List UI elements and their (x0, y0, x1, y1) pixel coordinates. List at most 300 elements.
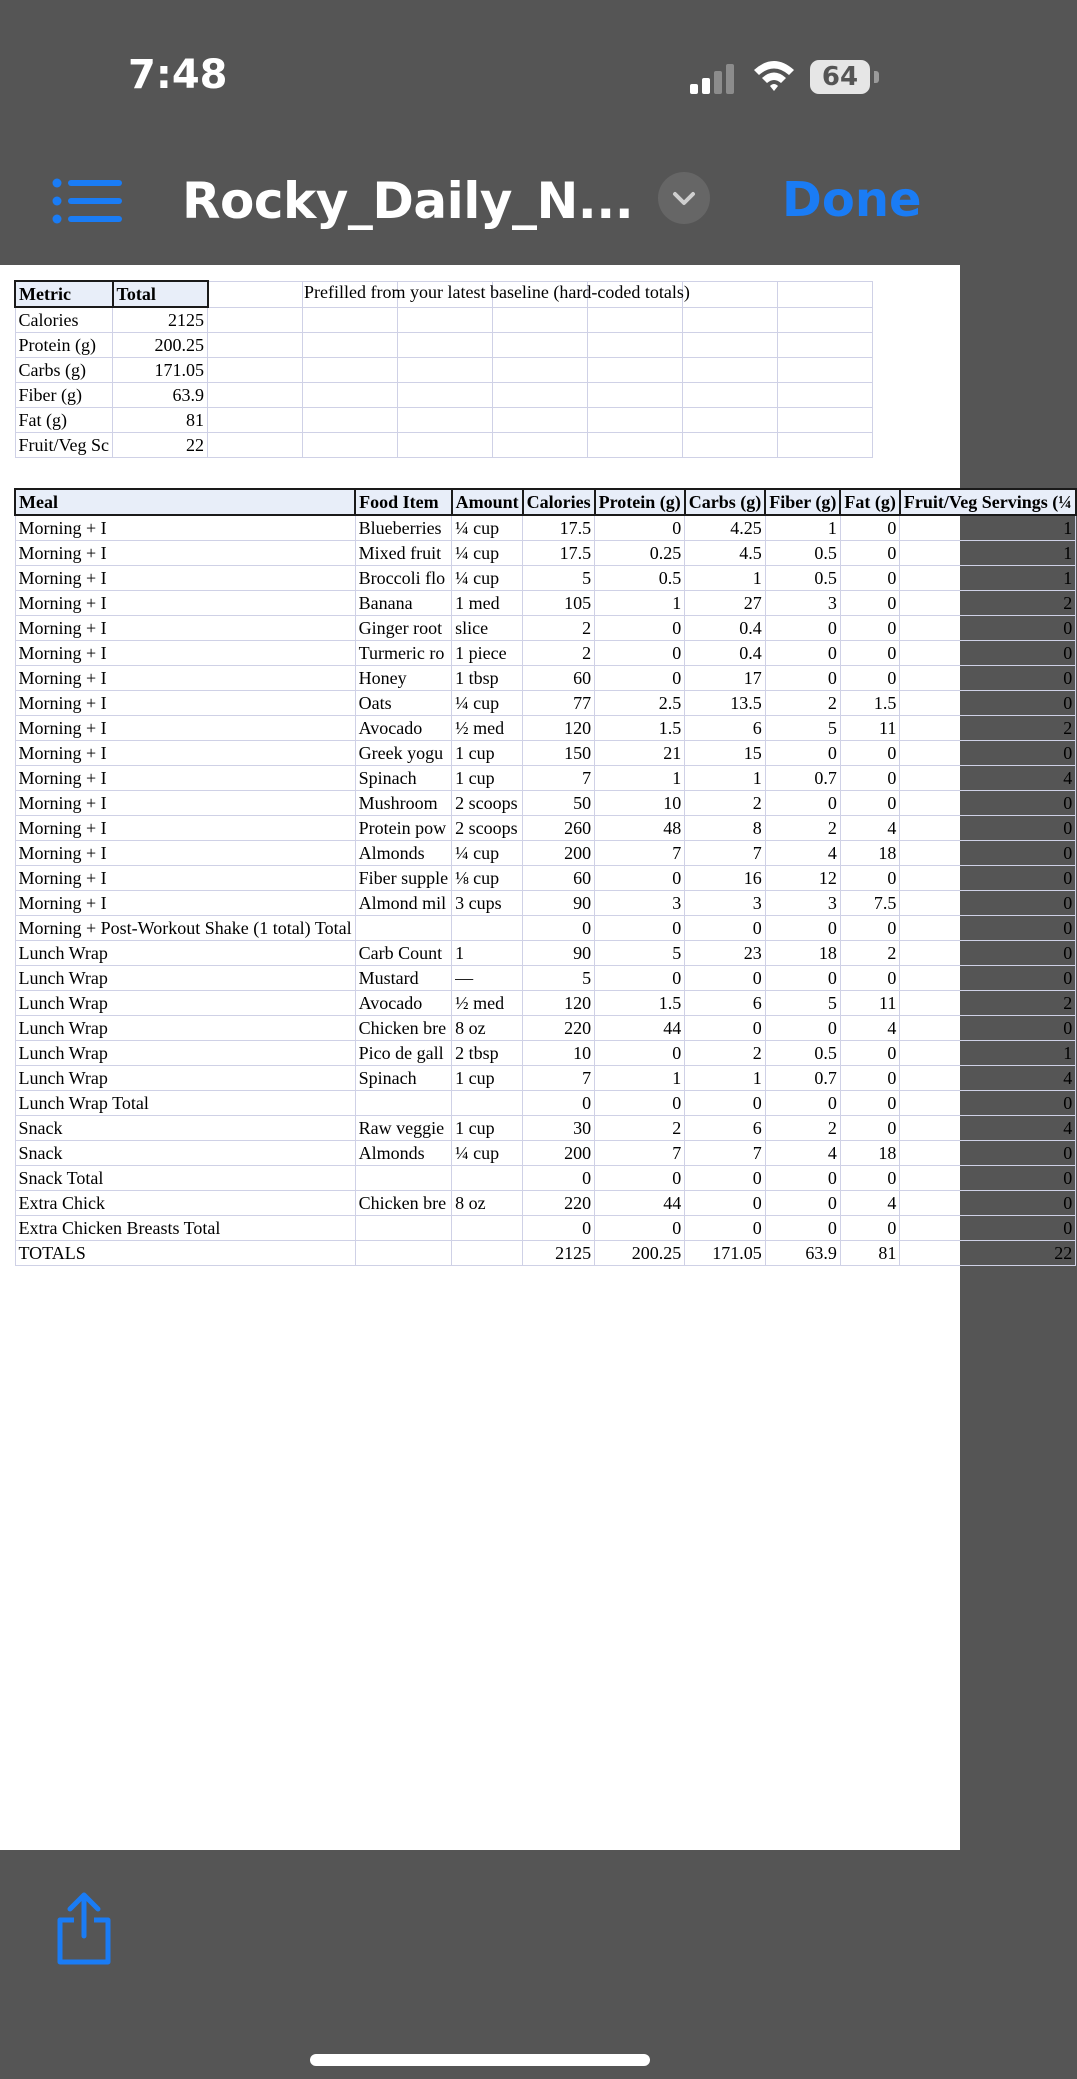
meal-cell[interactable]: Morning + I (15, 616, 355, 641)
meals-header-cell[interactable]: Fat (g) (840, 489, 899, 515)
home-indicator[interactable] (310, 2054, 650, 2066)
amount-cell[interactable]: 2 tbsp (452, 1041, 523, 1066)
metric-cell[interactable]: Fat (g) (15, 408, 113, 433)
protein-cell[interactable]: 0 (595, 1091, 685, 1116)
fiber-cell[interactable]: 0.5 (765, 566, 840, 591)
fruit-veg-cell[interactable]: 0 (900, 891, 1076, 916)
fruit-veg-cell[interactable]: 4 (900, 1066, 1076, 1091)
amount-cell[interactable]: 2 scoops (452, 791, 523, 816)
empty-cell[interactable] (588, 433, 683, 458)
fiber-cell[interactable]: 12 (765, 866, 840, 891)
carbs-cell[interactable]: 4.5 (685, 541, 766, 566)
summary-header-cell[interactable]: Metric (15, 281, 113, 307)
empty-cell[interactable] (778, 358, 873, 383)
amount-cell[interactable]: 1 med (452, 591, 523, 616)
spreadsheet-view[interactable] (0, 265, 1073, 1850)
meals-header-cell[interactable]: Carbs (g) (685, 489, 766, 515)
total-cell[interactable]: 81 (113, 408, 208, 433)
fiber-cell[interactable]: 0 (765, 666, 840, 691)
empty-cell[interactable] (683, 333, 778, 358)
carbs-cell[interactable]: 6 (685, 1116, 766, 1141)
fat-cell[interactable]: 18 (840, 841, 899, 866)
amount-cell[interactable] (452, 1216, 523, 1241)
carbs-cell[interactable]: 6 (685, 991, 766, 1016)
fat-cell[interactable]: 2 (840, 941, 899, 966)
empty-cell[interactable] (493, 433, 588, 458)
protein-cell[interactable]: 0.5 (595, 566, 685, 591)
carbs-cell[interactable]: 13.5 (685, 691, 766, 716)
empty-cell[interactable] (208, 281, 303, 307)
amount-cell[interactable]: 8 oz (452, 1016, 523, 1041)
fat-cell[interactable]: 0 (840, 566, 899, 591)
meals-header-cell[interactable]: Calories (523, 489, 595, 515)
food-item-cell[interactable]: Mustard (355, 966, 452, 991)
amount-cell[interactable]: 2 scoops (452, 816, 523, 841)
protein-cell[interactable]: 0 (595, 616, 685, 641)
fruit-veg-cell[interactable]: 0 (900, 1166, 1076, 1191)
empty-cell[interactable] (303, 383, 398, 408)
amount-cell[interactable] (452, 1166, 523, 1191)
carbs-cell[interactable]: 2 (685, 791, 766, 816)
amount-cell[interactable]: 1 cup (452, 741, 523, 766)
food-item-cell[interactable]: Chicken bre (355, 1016, 452, 1041)
fiber-cell[interactable]: 63.9 (765, 1241, 840, 1266)
calories-cell[interactable]: 60 (523, 866, 595, 891)
food-item-cell[interactable]: Mixed fruit (355, 541, 452, 566)
fiber-cell[interactable]: 0 (765, 641, 840, 666)
food-item-cell[interactable]: Spinach (355, 766, 452, 791)
carbs-cell[interactable]: 0 (685, 1191, 766, 1216)
amount-cell[interactable]: ¼ cup (452, 566, 523, 591)
amount-cell[interactable]: ⅛ cup (452, 866, 523, 891)
calories-cell[interactable]: 17.5 (523, 515, 595, 541)
empty-cell[interactable] (303, 408, 398, 433)
calories-cell[interactable]: 2 (523, 616, 595, 641)
calories-cell[interactable]: 200 (523, 1141, 595, 1166)
empty-cell[interactable] (398, 307, 493, 333)
amount-cell[interactable]: 1 cup (452, 1066, 523, 1091)
meal-cell[interactable]: Snack (15, 1141, 355, 1166)
empty-cell[interactable] (493, 383, 588, 408)
fruit-veg-cell[interactable]: 0 (900, 916, 1076, 941)
fiber-cell[interactable]: 0 (765, 791, 840, 816)
food-item-cell[interactable]: Honey (355, 666, 452, 691)
total-cell[interactable]: 2125 (113, 307, 208, 333)
protein-cell[interactable]: 21 (595, 741, 685, 766)
carbs-cell[interactable]: 17 (685, 666, 766, 691)
food-item-cell[interactable]: Mushroom (355, 791, 452, 816)
meals-header-cell[interactable]: Fruit/Veg Servings (¼ (900, 489, 1076, 515)
empty-cell[interactable] (588, 333, 683, 358)
empty-cell[interactable] (493, 358, 588, 383)
fat-cell[interactable]: 11 (840, 991, 899, 1016)
empty-cell[interactable] (303, 307, 398, 333)
protein-cell[interactable]: 1 (595, 1066, 685, 1091)
protein-cell[interactable]: 3 (595, 891, 685, 916)
protein-cell[interactable]: 0 (595, 641, 685, 666)
empty-cell[interactable] (398, 333, 493, 358)
amount-cell[interactable]: slice (452, 616, 523, 641)
meal-cell[interactable]: TOTALS (15, 1241, 355, 1266)
fat-cell[interactable]: 7.5 (840, 891, 899, 916)
food-item-cell[interactable]: Pico de gall (355, 1041, 452, 1066)
amount-cell[interactable]: ¼ cup (452, 515, 523, 541)
protein-cell[interactable]: 44 (595, 1016, 685, 1041)
empty-cell[interactable] (778, 383, 873, 408)
protein-cell[interactable]: 5 (595, 941, 685, 966)
empty-cell[interactable] (683, 358, 778, 383)
empty-cell[interactable] (683, 408, 778, 433)
protein-cell[interactable]: 10 (595, 791, 685, 816)
fat-cell[interactable]: 81 (840, 1241, 899, 1266)
empty-cell[interactable] (778, 433, 873, 458)
calories-cell[interactable]: 105 (523, 591, 595, 616)
fat-cell[interactable]: 0 (840, 541, 899, 566)
amount-cell[interactable]: ¼ cup (452, 541, 523, 566)
fat-cell[interactable]: 0 (840, 791, 899, 816)
done-button[interactable]: Done (782, 172, 922, 228)
meals-header-cell[interactable]: Amount (452, 489, 523, 515)
carbs-cell[interactable]: 1 (685, 566, 766, 591)
carbs-cell[interactable]: 171.05 (685, 1241, 766, 1266)
fruit-veg-cell[interactable]: 1 (900, 515, 1076, 541)
meal-cell[interactable]: Morning + I (15, 691, 355, 716)
fiber-cell[interactable]: 0 (765, 916, 840, 941)
fiber-cell[interactable]: 2 (765, 1116, 840, 1141)
calories-cell[interactable]: 120 (523, 716, 595, 741)
total-cell[interactable]: 171.05 (113, 358, 208, 383)
fruit-veg-cell[interactable]: 2 (900, 716, 1076, 741)
fat-cell[interactable]: 4 (840, 1016, 899, 1041)
meal-cell[interactable]: Morning + Post-Workout Shake (1 total) Total (15, 916, 355, 941)
empty-cell[interactable] (208, 383, 303, 408)
amount-cell[interactable] (452, 916, 523, 941)
amount-cell[interactable]: 1 cup (452, 766, 523, 791)
meal-cell[interactable]: Lunch Wrap (15, 991, 355, 1016)
fruit-veg-cell[interactable]: 2 (900, 591, 1076, 616)
fruit-veg-cell[interactable]: 4 (900, 1116, 1076, 1141)
empty-cell[interactable] (208, 433, 303, 458)
food-item-cell[interactable]: Ginger root (355, 616, 452, 641)
fat-cell[interactable]: 0 (840, 666, 899, 691)
fiber-cell[interactable]: 0.5 (765, 1041, 840, 1066)
empty-cell[interactable] (303, 433, 398, 458)
calories-cell[interactable]: 260 (523, 816, 595, 841)
protein-cell[interactable]: 7 (595, 1141, 685, 1166)
protein-cell[interactable]: 2 (595, 1116, 685, 1141)
calories-cell[interactable]: 60 (523, 666, 595, 691)
protein-cell[interactable]: 44 (595, 1191, 685, 1216)
fruit-veg-cell[interactable]: 0 (900, 866, 1076, 891)
food-item-cell[interactable]: Oats (355, 691, 452, 716)
protein-cell[interactable]: 1.5 (595, 716, 685, 741)
carbs-cell[interactable]: 23 (685, 941, 766, 966)
amount-cell[interactable]: ¼ cup (452, 691, 523, 716)
food-item-cell[interactable]: Chicken bre (355, 1191, 452, 1216)
fruit-veg-cell[interactable]: 0 (900, 1191, 1076, 1216)
fruit-veg-cell[interactable]: 0 (900, 791, 1076, 816)
calories-cell[interactable]: 220 (523, 1191, 595, 1216)
empty-cell[interactable] (493, 333, 588, 358)
fruit-veg-cell[interactable]: 0 (900, 1016, 1076, 1041)
calories-cell[interactable]: 5 (523, 966, 595, 991)
meals-header-cell[interactable]: Protein (g) (595, 489, 685, 515)
carbs-cell[interactable]: 0 (685, 1016, 766, 1041)
meal-cell[interactable]: Morning + I (15, 541, 355, 566)
carbs-cell[interactable]: 1 (685, 1066, 766, 1091)
food-item-cell[interactable] (355, 1216, 452, 1241)
meal-cell[interactable]: Morning + I (15, 866, 355, 891)
fruit-veg-cell[interactable]: 0 (900, 1091, 1076, 1116)
metric-cell[interactable]: Calories (15, 307, 113, 333)
fruit-veg-cell[interactable]: 1 (900, 541, 1076, 566)
fiber-cell[interactable]: 0 (765, 1091, 840, 1116)
meal-cell[interactable]: Snack Total (15, 1166, 355, 1191)
empty-cell[interactable] (683, 307, 778, 333)
amount-cell[interactable]: ¼ cup (452, 841, 523, 866)
meals-header-cell[interactable]: Meal (15, 489, 355, 515)
protein-cell[interactable]: 0.25 (595, 541, 685, 566)
total-cell[interactable]: 200.25 (113, 333, 208, 358)
meal-cell[interactable]: Morning + I (15, 791, 355, 816)
calories-cell[interactable]: 5 (523, 566, 595, 591)
calories-cell[interactable]: 220 (523, 1016, 595, 1041)
food-item-cell[interactable]: Carb Count (355, 941, 452, 966)
meal-cell[interactable]: Morning + I (15, 891, 355, 916)
empty-cell[interactable] (588, 307, 683, 333)
fat-cell[interactable]: 0 (840, 515, 899, 541)
calories-cell[interactable]: 150 (523, 741, 595, 766)
protein-cell[interactable]: 0 (595, 1041, 685, 1066)
empty-cell[interactable] (493, 307, 588, 333)
calories-cell[interactable]: 0 (523, 1091, 595, 1116)
calories-cell[interactable]: 0 (523, 916, 595, 941)
fruit-veg-cell[interactable]: 0 (900, 616, 1076, 641)
carbs-cell[interactable]: 0 (685, 1216, 766, 1241)
fat-cell[interactable]: 18 (840, 1141, 899, 1166)
share-icon[interactable] (54, 1892, 114, 1966)
meals-header-cell[interactable]: Fiber (g) (765, 489, 840, 515)
protein-cell[interactable]: 0 (595, 666, 685, 691)
amount-cell[interactable] (452, 1091, 523, 1116)
fruit-veg-cell[interactable]: 0 (900, 691, 1076, 716)
meal-cell[interactable]: Lunch Wrap (15, 966, 355, 991)
fruit-veg-cell[interactable]: 1 (900, 566, 1076, 591)
fat-cell[interactable]: 0 (840, 591, 899, 616)
meal-cell[interactable]: Morning + I (15, 766, 355, 791)
metric-cell[interactable]: Fiber (g) (15, 383, 113, 408)
fiber-cell[interactable]: 0 (765, 1191, 840, 1216)
fiber-cell[interactable]: 3 (765, 591, 840, 616)
meal-cell[interactable]: Lunch Wrap (15, 1016, 355, 1041)
fat-cell[interactable]: 4 (840, 816, 899, 841)
fat-cell[interactable]: 4 (840, 1191, 899, 1216)
food-item-cell[interactable] (355, 1241, 452, 1266)
food-item-cell[interactable]: Avocado (355, 991, 452, 1016)
empty-cell[interactable] (398, 433, 493, 458)
empty-cell[interactable] (778, 307, 873, 333)
fiber-cell[interactable]: 0 (765, 616, 840, 641)
meal-cell[interactable]: Extra Chick (15, 1191, 355, 1216)
empty-cell[interactable] (398, 408, 493, 433)
empty-cell[interactable] (588, 383, 683, 408)
amount-cell[interactable]: 1 (452, 941, 523, 966)
meal-cell[interactable]: Extra Chicken Breasts Total (15, 1216, 355, 1241)
fruit-veg-cell[interactable]: 4 (900, 766, 1076, 791)
calories-cell[interactable]: 7 (523, 1066, 595, 1091)
carbs-cell[interactable]: 27 (685, 591, 766, 616)
empty-cell[interactable] (778, 333, 873, 358)
fat-cell[interactable]: 0 (840, 741, 899, 766)
fruit-veg-cell[interactable]: 2 (900, 991, 1076, 1016)
calories-cell[interactable]: 200 (523, 841, 595, 866)
protein-cell[interactable]: 200.25 (595, 1241, 685, 1266)
food-item-cell[interactable]: Avocado (355, 716, 452, 741)
summary-header-cell[interactable]: Total (113, 281, 208, 307)
protein-cell[interactable]: 0 (595, 1166, 685, 1191)
fat-cell[interactable]: 0 (840, 1216, 899, 1241)
carbs-cell[interactable]: 1 (685, 766, 766, 791)
amount-cell[interactable]: 8 oz (452, 1191, 523, 1216)
meals-header-cell[interactable]: Food Item (355, 489, 452, 515)
list-icon[interactable] (52, 178, 124, 224)
food-item-cell[interactable]: Spinach (355, 1066, 452, 1091)
calories-cell[interactable]: 50 (523, 791, 595, 816)
carbs-cell[interactable]: 0 (685, 916, 766, 941)
empty-cell[interactable] (493, 408, 588, 433)
protein-cell[interactable]: 0 (595, 916, 685, 941)
fruit-veg-cell[interactable]: 0 (900, 841, 1076, 866)
fiber-cell[interactable]: 1 (765, 515, 840, 541)
fruit-veg-cell[interactable]: 0 (900, 941, 1076, 966)
meal-cell[interactable]: Lunch Wrap (15, 941, 355, 966)
food-item-cell[interactable]: Almond mil (355, 891, 452, 916)
fruit-veg-cell[interactable]: 0 (900, 966, 1076, 991)
fiber-cell[interactable]: 3 (765, 891, 840, 916)
calories-cell[interactable]: 17.5 (523, 541, 595, 566)
protein-cell[interactable]: 48 (595, 816, 685, 841)
fiber-cell[interactable]: 2 (765, 691, 840, 716)
amount-cell[interactable]: ¼ cup (452, 1141, 523, 1166)
fat-cell[interactable]: 0 (840, 766, 899, 791)
food-item-cell[interactable]: Broccoli flo (355, 566, 452, 591)
meal-cell[interactable]: Lunch Wrap (15, 1066, 355, 1091)
calories-cell[interactable]: 77 (523, 691, 595, 716)
food-item-cell[interactable] (355, 1166, 452, 1191)
total-cell[interactable]: 22 (113, 433, 208, 458)
food-item-cell[interactable]: Almonds (355, 1141, 452, 1166)
amount-cell[interactable]: 3 cups (452, 891, 523, 916)
carbs-cell[interactable]: 0.4 (685, 641, 766, 666)
empty-cell[interactable] (778, 408, 873, 433)
amount-cell[interactable]: — (452, 966, 523, 991)
fat-cell[interactable]: 0 (840, 1041, 899, 1066)
fiber-cell[interactable]: 5 (765, 991, 840, 1016)
food-item-cell[interactable]: Turmeric ro (355, 641, 452, 666)
calories-cell[interactable]: 10 (523, 1041, 595, 1066)
carbs-cell[interactable]: 0 (685, 966, 766, 991)
protein-cell[interactable]: 1 (595, 766, 685, 791)
empty-cell[interactable] (683, 281, 778, 307)
calories-cell[interactable]: 90 (523, 941, 595, 966)
fruit-veg-cell[interactable]: 0 (900, 816, 1076, 841)
calories-cell[interactable]: 2125 (523, 1241, 595, 1266)
amount-cell[interactable]: ½ med (452, 716, 523, 741)
total-cell[interactable]: 63.9 (113, 383, 208, 408)
protein-cell[interactable]: 7 (595, 841, 685, 866)
meal-cell[interactable]: Morning + I (15, 841, 355, 866)
fruit-veg-cell[interactable]: 22 (900, 1241, 1076, 1266)
fat-cell[interactable]: 1.5 (840, 691, 899, 716)
meal-cell[interactable]: Morning + I (15, 515, 355, 541)
fiber-cell[interactable]: 0 (765, 966, 840, 991)
carbs-cell[interactable]: 6 (685, 716, 766, 741)
protein-cell[interactable]: 2.5 (595, 691, 685, 716)
empty-cell[interactable] (208, 358, 303, 383)
empty-cell[interactable] (208, 333, 303, 358)
fiber-cell[interactable]: 18 (765, 941, 840, 966)
empty-cell[interactable] (683, 433, 778, 458)
calories-cell[interactable]: 90 (523, 891, 595, 916)
fruit-veg-cell[interactable]: 0 (900, 1141, 1076, 1166)
protein-cell[interactable]: 1 (595, 591, 685, 616)
calories-cell[interactable]: 2 (523, 641, 595, 666)
carbs-cell[interactable]: 8 (685, 816, 766, 841)
carbs-cell[interactable]: 0 (685, 1166, 766, 1191)
fat-cell[interactable]: 0 (840, 866, 899, 891)
fruit-veg-cell[interactable]: 0 (900, 666, 1076, 691)
fat-cell[interactable]: 0 (840, 916, 899, 941)
meal-cell[interactable]: Snack (15, 1116, 355, 1141)
fiber-cell[interactable]: 0 (765, 1016, 840, 1041)
calories-cell[interactable]: 30 (523, 1116, 595, 1141)
food-item-cell[interactable]: Almonds (355, 841, 452, 866)
meal-cell[interactable]: Morning + I (15, 816, 355, 841)
fiber-cell[interactable]: 4 (765, 841, 840, 866)
fruit-veg-cell[interactable]: 0 (900, 1216, 1076, 1241)
fruit-veg-cell[interactable]: 1 (900, 1041, 1076, 1066)
calories-cell[interactable]: 7 (523, 766, 595, 791)
empty-cell[interactable] (398, 358, 493, 383)
food-item-cell[interactable]: Raw veggie (355, 1116, 452, 1141)
food-item-cell[interactable]: Fiber supple (355, 866, 452, 891)
carbs-cell[interactable]: 0 (685, 1091, 766, 1116)
meal-cell[interactable]: Morning + I (15, 566, 355, 591)
fiber-cell[interactable]: 0.5 (765, 541, 840, 566)
amount-cell[interactable]: 1 tbsp (452, 666, 523, 691)
food-item-cell[interactable]: Banana (355, 591, 452, 616)
empty-cell[interactable] (303, 333, 398, 358)
carbs-cell[interactable]: 4.25 (685, 515, 766, 541)
fat-cell[interactable]: 0 (840, 1116, 899, 1141)
food-item-cell[interactable]: Protein pow (355, 816, 452, 841)
protein-cell[interactable]: 0 (595, 515, 685, 541)
food-item-cell[interactable] (355, 1091, 452, 1116)
protein-cell[interactable]: 1.5 (595, 991, 685, 1016)
carbs-cell[interactable]: 7 (685, 1141, 766, 1166)
fiber-cell[interactable]: 0.7 (765, 1066, 840, 1091)
meal-cell[interactable]: Lunch Wrap (15, 1041, 355, 1066)
fruit-veg-cell[interactable]: 0 (900, 741, 1076, 766)
meal-cell[interactable]: Lunch Wrap Total (15, 1091, 355, 1116)
empty-cell[interactable] (778, 281, 873, 307)
empty-cell[interactable] (588, 358, 683, 383)
fiber-cell[interactable]: 0 (765, 1166, 840, 1191)
fat-cell[interactable]: 0 (840, 616, 899, 641)
calories-cell[interactable]: 0 (523, 1166, 595, 1191)
fat-cell[interactable]: 0 (840, 966, 899, 991)
meal-cell[interactable]: Morning + I (15, 641, 355, 666)
